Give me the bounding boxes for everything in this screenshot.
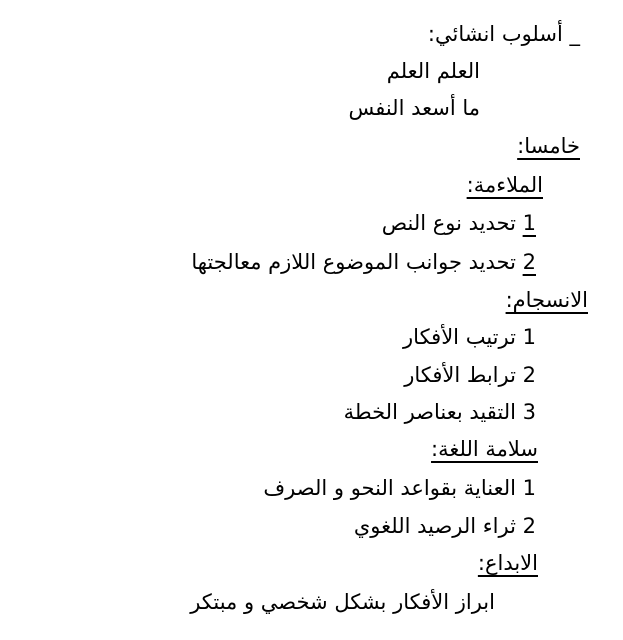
section-title: خامسا: bbox=[517, 134, 580, 158]
intro-line-2: ما أسعد النفس bbox=[348, 96, 480, 120]
list-item bbox=[403, 323, 536, 351]
item-number: 2 bbox=[522, 514, 536, 538]
heading-coherence: الانسجام: bbox=[505, 288, 588, 312]
item-text: ترتيب الأفكار bbox=[403, 325, 516, 349]
list-item bbox=[354, 512, 536, 540]
list-item bbox=[404, 361, 536, 389]
item-text: ثراء الرصيد اللغوي bbox=[353, 514, 516, 538]
list-item bbox=[263, 474, 536, 502]
item-text: تحديد نوع النص bbox=[381, 211, 516, 235]
item-number: 2 bbox=[522, 250, 536, 274]
item-text: التقيد بعناصر الخطة bbox=[343, 400, 516, 424]
list-item bbox=[191, 248, 536, 276]
creativity-text: ابراز الأفكار بشكل شخصي و مبتكر bbox=[190, 590, 495, 614]
item-number: 3 bbox=[522, 400, 536, 424]
item-text: ترابط الأفكار bbox=[404, 363, 516, 387]
heading-language: سلامة اللغة: bbox=[431, 437, 538, 461]
list-item bbox=[344, 398, 536, 426]
heading-relevance: الملاءمة: bbox=[466, 173, 543, 197]
item-number: 1 bbox=[522, 476, 536, 500]
item-number: 2 bbox=[522, 363, 536, 387]
item-number: 1 bbox=[522, 325, 536, 349]
item-text: تحديد جوانب الموضوع اللازم معالجتها bbox=[191, 250, 516, 274]
intro-line-1: العلم العلم bbox=[386, 59, 480, 83]
list-item bbox=[382, 209, 536, 237]
item-text: العناية بقواعد النحو و الصرف bbox=[263, 476, 516, 500]
item-number: 1 bbox=[522, 211, 536, 235]
heading-creativity: الابداع: bbox=[477, 551, 538, 575]
intro-heading: _ أسلوب انشائي: bbox=[427, 22, 580, 46]
